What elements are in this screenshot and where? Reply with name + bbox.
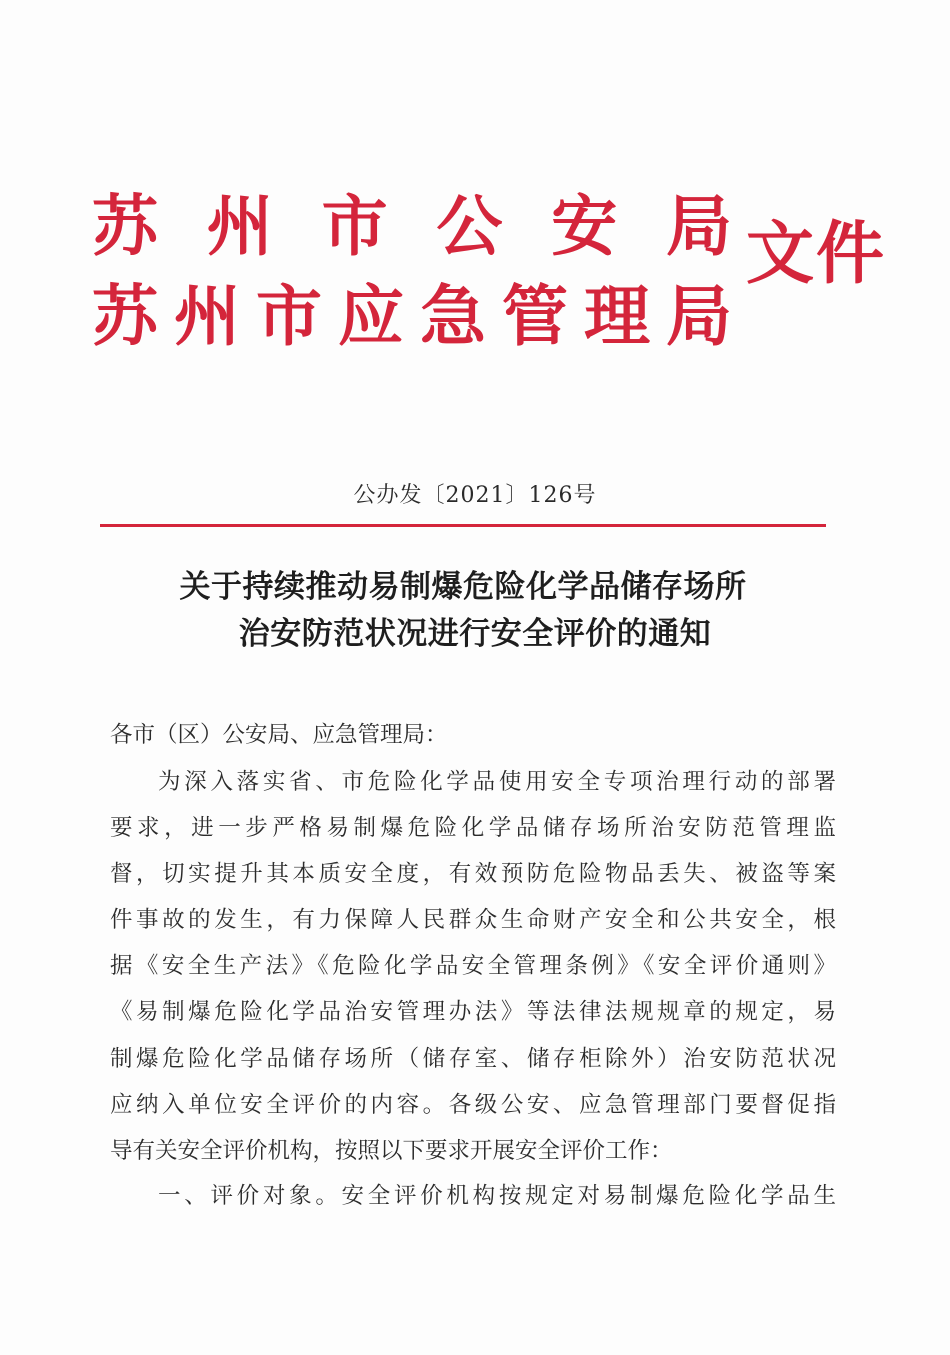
issuer-char: 局 [665,187,732,265]
issuer-line-emergency-management-bureau [92,276,732,356]
issuer-char: 管 [502,277,568,355]
issuer-char: 苏 [92,187,158,265]
paragraph-line: 要求，进一步严格易制爆危险化学品储存场所治安防范管理监 [110,815,836,842]
paragraph-line: 《易制爆危险化学品治安管理办法》等法律法规规章的规定，易 [110,999,836,1026]
issuer-char: 市 [321,187,388,265]
issuer-char: 苏 [92,277,158,355]
issuer-char: 市 [256,277,322,355]
issuer-char: 应 [338,277,404,355]
paragraph-line: 督，切实提升其本质安全度，有效预防危险物品丢失、被盗等案 [110,861,836,888]
paragraph-line: 应纳入单位安全评价的内容。各级公安、应急管理部门要督促指 [110,1091,836,1118]
paragraph-line: 导有关安全评价机构，按照以下要求开展安全评价工作： [110,1137,673,1164]
notice-title-line-1: 关于持续推动易制爆危险化学品储存场所 [179,569,747,605]
issuer-char: 急 [420,277,486,355]
salutation: 各市（区）公安局、应急管理局： [110,722,448,748]
notice-title-line-2: 治安防范状况进行安全评价的通知 [238,616,712,652]
document-number: 公办发〔2021〕126号 [353,483,597,508]
issuer-char: 州 [174,277,240,355]
paragraph-line: 件事故的发生，有力保障人民群众生命财产安全和公共安全，根 [110,907,836,934]
paragraph-line: 一、评价对象。安全评价机构按规定对易制爆危险化学品生 [158,1183,836,1209]
body-paragraph-1 [110,759,836,1174]
red-divider-line [100,524,826,527]
paragraph-line: 制爆危险化学品储存场所（储存室、储存柜除外）治安防范状况 [110,1045,836,1072]
paragraph-line: 为深入落实省、市危险化学品使用安全专项治理行动的部署 [158,769,836,795]
issuer-char: 局 [666,277,732,355]
issuer-char: 公 [436,187,503,265]
issuer-char: 安 [551,187,618,265]
issuer-line-public-security-bureau [92,186,732,266]
body-paragraph-2 [110,1173,836,1219]
document-label: 文件 [746,214,887,294]
issuer-char: 理 [584,277,650,355]
paragraph-line: 据《安全生产法》《危险化学品安全管理条例》《安全评价通则》 [110,953,836,980]
issuer-char: 州 [206,187,273,265]
